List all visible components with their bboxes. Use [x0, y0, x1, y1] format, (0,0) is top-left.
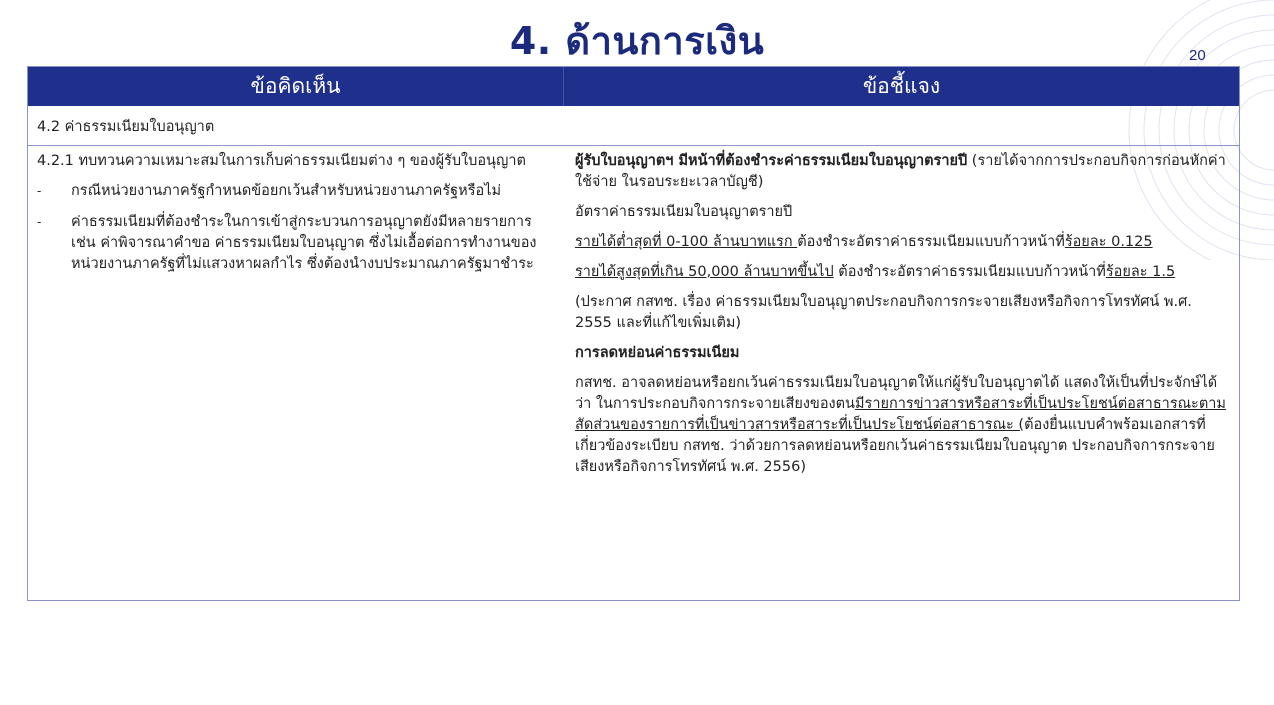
license-fee-note: (รายได้จากการประกอบกิจการก่อนหักค่าใช้จ่าย ในรอบระยะเวลาบัญชี): [575, 153, 1226, 190]
table-body: [28, 146, 1239, 487]
section-label: 4.2 ค่าธรรมเนียมใบอนุญาต: [28, 106, 1239, 146]
regulation-reference: (ประกาศ กสทช. เรื่อง ค่าธรรมเนียมใบอนุญาตประกอบกิจการกระจายเสียงหรือกิจการโทรทัศน์ พ.ศ. 2555 และที่แก้ไขเพิ่มเติม): [575, 294, 1192, 331]
fee-reduction-heading: การลดหย่อนค่าธรรมเนียม: [575, 345, 740, 361]
bullet-text: กรณีหน่วยงานภาครัฐกำหนดข้อยกเว้นสำหรับหน่วยงานภาครัฐหรือไม่: [71, 183, 502, 199]
table-header: [28, 67, 1239, 106]
header-comments: ข้อคิดเห็น: [28, 67, 564, 106]
comments-column: [28, 146, 564, 487]
bullet-marker: -: [37, 184, 42, 198]
bullet-text: ค่าธรรมเนียมที่ต้องชำระในการเข้าสู่กระบวนการอนุญาตยังมีหลายรายการ เช่น ค่าพิจารณาคำขอ ค่าธรรมเนียมใบอนุญาต ซึ่งไม่เอื้อต่อการทำงานของหน่วยงานภาครัฐที่ไม่แสวงหาผลกำไร ซึ่งต้องนำงบประมาณภาครัฐมาชำระ: [71, 214, 537, 272]
annual-fee-rate-heading: อัตราค่าธรรมเนียมใบอนุญาตรายปี: [575, 204, 793, 220]
responses-column: [564, 146, 1239, 487]
progressive-rate-text: ต้องชำระอัตราค่าธรรมเนียมแบบก้าวหน้าที่: [833, 264, 1106, 280]
response-paragraph: [575, 373, 1230, 478]
bullet-marker: -: [37, 215, 42, 229]
page-number: 20: [1189, 47, 1206, 64]
max-rate: ร้อยละ 1.5: [1105, 264, 1176, 280]
progressive-rate-text: ต้องชำระอัตราค่าธรรมเนียมแบบก้าวหน้าที่: [797, 234, 1065, 250]
comment-bullet: [37, 212, 555, 275]
fee-reduction-text: กสทช. อาจลดหย่อนหรือยกเว้นค่าธรรมเนียมใบอนุญาตให้แก่ผู้รับใบอนุญาตได้ แสดงให้เป็นที่ประจักษ์ได้ว่า ในการประกอบกิจการกระจายเสียงของตน: [575, 375, 1218, 412]
response-paragraph: [575, 151, 1230, 193]
header-responses: ข้อชี้แจง: [862, 74, 941, 98]
page-title: 4. ด้านการเงิน: [509, 19, 765, 63]
comment-intro: 4.2.1 ทบทวนความเหมาะสมในการเก็บค่าธรรมเนียมต่าง ๆ ของผู้รับใบอนุญาต: [37, 153, 526, 169]
fee-reduction-procedure: ต้องยื่นแบบคำพร้อมเอกสารที่เกี่ยวข้องระเบียบ กสทช. ว่าด้วยการลดหย่อนหรือยกเว้นค่าธรรมเนียมใบอนุญาต ประกอบกิจการกระจายเสียงหรือกิจการโทรทัศน์ พ.ศ. 2556): [575, 417, 1215, 475]
min-rate: ร้อยละ 0.125: [1064, 234, 1153, 250]
public-benefit-condition: มีรายการข่าวสารหรือสาระที่เป็นประโยชน์ต่อสาธารณะตามสัดส่วนของรายการที่เป็นข่าวสารหรือสาระที่เป็นประโยชน์ต่อสาธารณะ (: [575, 396, 1226, 433]
response-paragraph: [575, 232, 1230, 253]
max-revenue-tier: รายได้สูงสุดที่เกิน 50,000 ล้านบาทขึ้นไป: [575, 264, 834, 280]
response-paragraph: [575, 262, 1230, 283]
comment-response-table: [27, 66, 1240, 601]
min-revenue-tier: รายได้ต่ำสุดที่ 0-100 ล้านบาทแรก: [575, 234, 798, 250]
license-fee-obligation: ผู้รับใบอนุญาตฯ มีหน้าที่ต้องชำระค่าธรรมเนียมใบอนุญาตรายปี: [575, 153, 968, 169]
comment-bullet: [37, 181, 555, 202]
